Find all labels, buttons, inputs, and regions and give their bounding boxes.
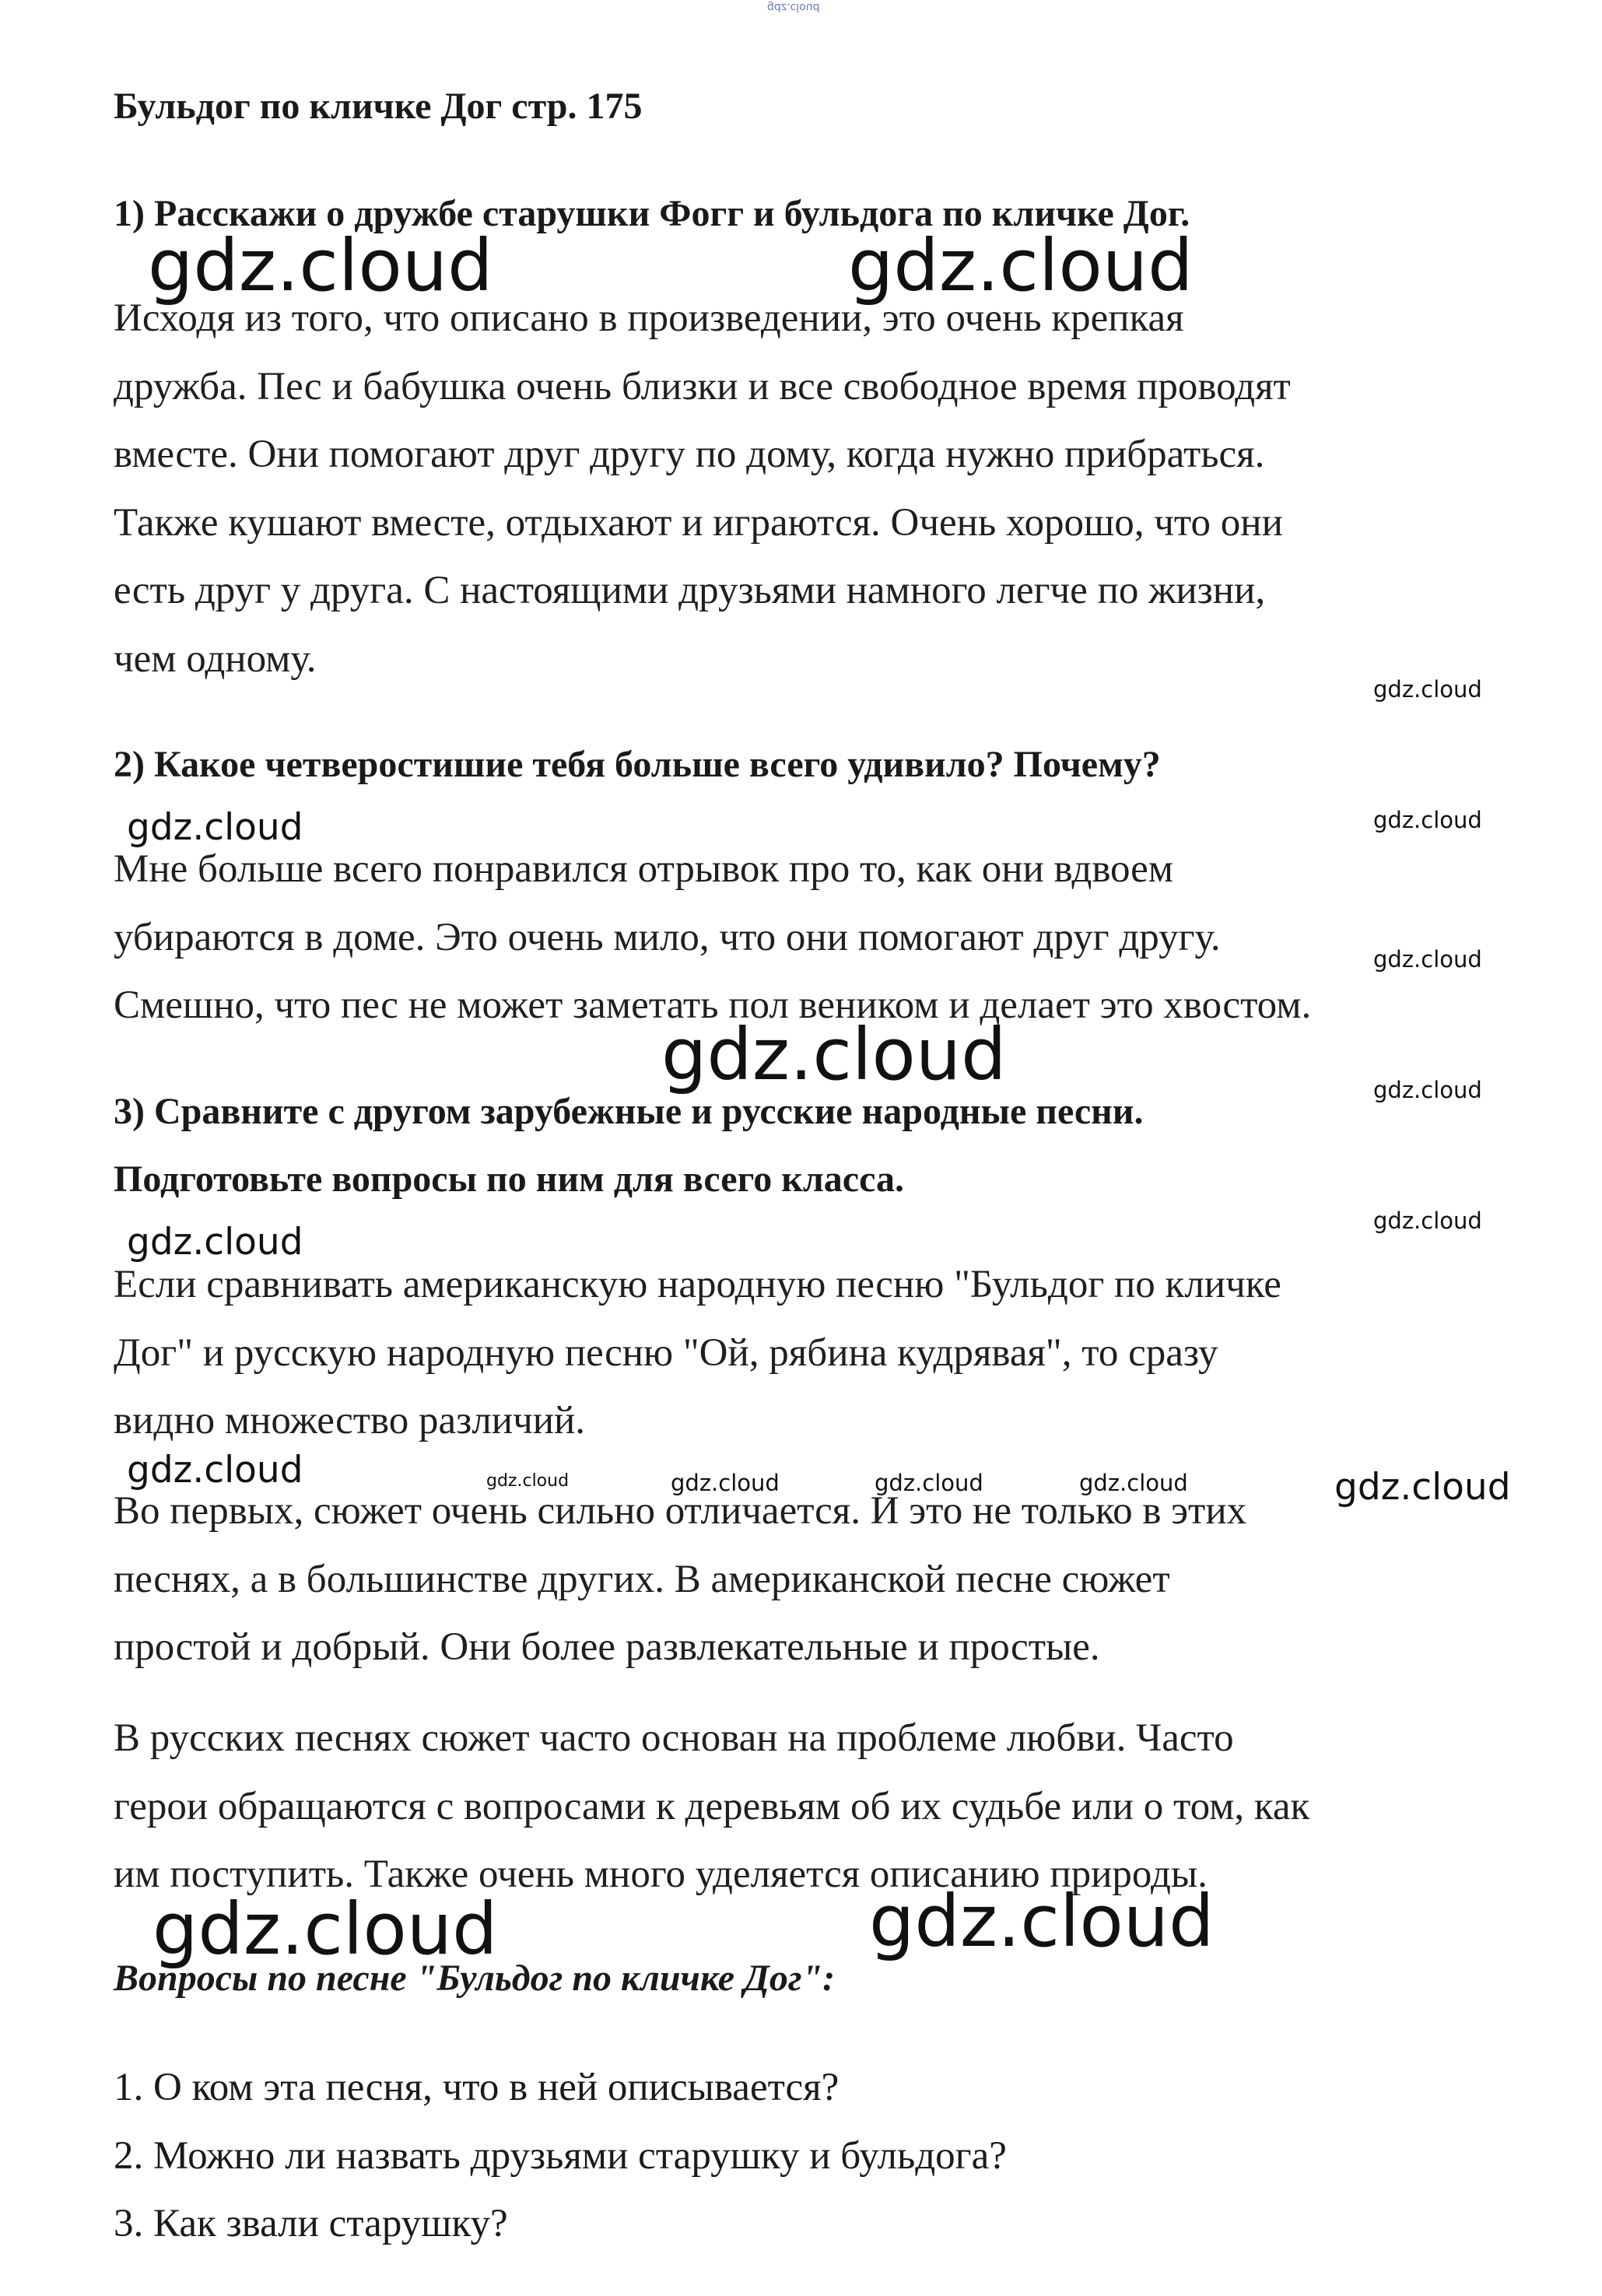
watermark: gdz.cloud — [127, 1221, 303, 1264]
watermark: gdz.cloud — [869, 1880, 1215, 1963]
list-item: 1. О ком эта песня, что в ней описывается? — [114, 2066, 840, 2109]
watermark: gdz.cloud — [661, 1013, 1007, 1096]
watermark: gdz.cloud — [1373, 676, 1482, 703]
watermark: gdz.cloud — [152, 1888, 498, 1971]
list-item: 2. Можно ли назвать друзьями старушку и бульдога? — [114, 2133, 1007, 2178]
watermark: gdz.cloud — [127, 1449, 303, 1492]
watermark: gdz.cloud — [486, 1471, 570, 1491]
watermark: gdz.cloud — [1373, 1208, 1482, 1234]
answer-3-part-2: Во первых, сюжет очень сильно отличается. И это не только в этих песнях, а в большинстве других. В американской песне сюжет простой и добрый. Они более развлекательные и простые. — [114, 1489, 1247, 1669]
watermark: gdz.cloud — [127, 806, 303, 849]
watermark: gdz.cloud — [1373, 946, 1482, 973]
questions-list — [114, 2054, 1007, 2259]
answer-3-part-3: В русских песнях сюжет часто основан на проблеме любви. Часто герои обращаются с вопросами к деревьям об их судьбе или о том, как им поступить. Также очень много уделяется описанию природы. — [114, 1716, 1310, 1896]
watermark: gdz.cloud — [1079, 1470, 1188, 1496]
watermark: gdz.cloud — [767, 1, 820, 13]
watermark: gdz.cloud — [875, 1470, 983, 1496]
question-3: 3) Сравните с другом зарубежные и русские народные песни. Подготовьте вопросы по ним для всего класса. — [114, 1091, 1144, 1200]
question-1: 1) Расскажи о дружбе старушки Фогг и бульдога по кличке Дог. — [114, 193, 1190, 234]
watermark: gdz.cloud — [1373, 807, 1482, 833]
answer-3-part-1: Если сравнивать американскую народную песню "Бульдог по кличке Дог" и русскую народную песню "Ой, рябина кудрявая", то сразу видно множество различий. — [114, 1263, 1281, 1442]
watermark: gdz.cloud — [1373, 1077, 1482, 1103]
answer-1: Исходя из того, что описано в произведении, это очень крепкая дружба. Пес и бабушка очень близки и все свободное время проводят вместе. Они помогают друг другу по дому, когда нужно прибраться. Также кушают вместе, отдыхают и играются. Очень хорошо, что они есть друг у друга. С настоящими друзьями намного легче по жизни, чем одному. — [114, 296, 1291, 681]
questions-heading: Вопросы по песне "Бульдог по кличке Дог": — [114, 1958, 836, 1999]
question-2: 2) Какое четверостишие тебя больше всего удивило? Почему? — [114, 744, 1161, 785]
answer-2: Мне больше всего понравился отрывок про то, как они вдвоем убираются в доме. Это очень мило, что они помогают друг другу. Смешно, что пес не может заметать пол веником и делает это хвостом. — [114, 847, 1312, 1027]
list-item: 3. Как звали старушку? — [114, 2202, 508, 2245]
watermark: gdz.cloud — [671, 1470, 780, 1496]
watermark: gdz.cloud — [148, 224, 493, 307]
watermark: gdz.cloud — [848, 224, 1194, 307]
watermark: gdz.cloud — [1334, 1466, 1511, 1509]
page-title: Бульдог по кличке Дог стр. 175 — [114, 86, 643, 127]
